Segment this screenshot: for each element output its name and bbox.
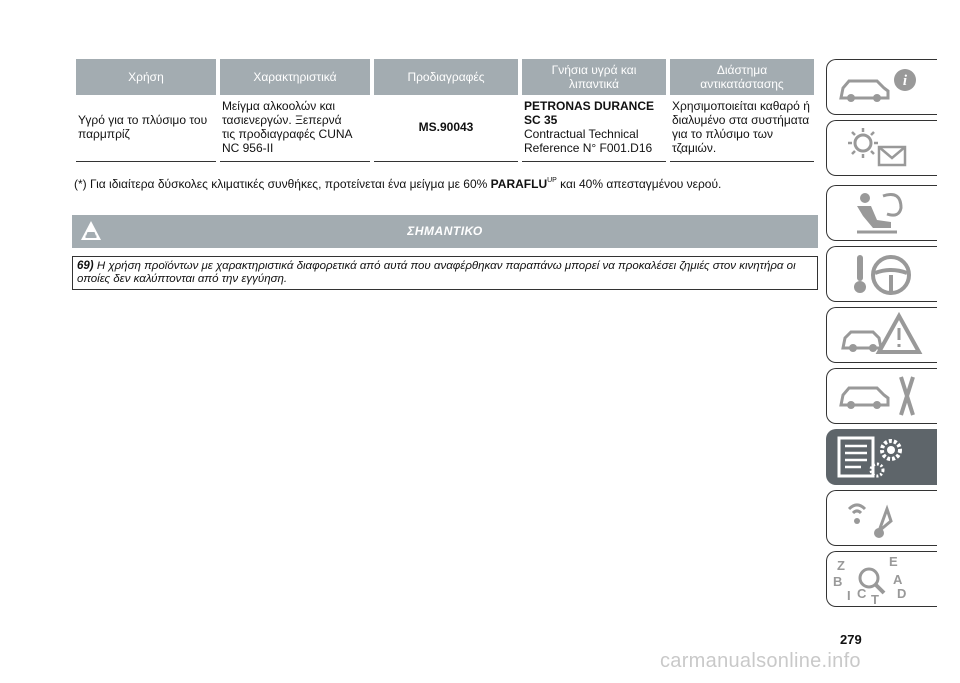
airbag-seat-icon [827,186,937,240]
tab-maintenance[interactable] [826,368,937,424]
tab-multimedia[interactable] [826,490,937,546]
multimedia-icon [827,491,937,545]
index-letter: Z [837,558,845,573]
index-letter: B [833,574,843,589]
tab-safety[interactable] [826,185,937,241]
header-characteristics: Χαρακτηριστικά [220,59,370,95]
important-banner [72,215,818,248]
list-gears-icon [827,430,937,484]
header-genuine-fluids: Γνήσια υγρά και λιπαντικά [522,59,666,95]
tab-emergency[interactable] [826,307,937,363]
key-steering-wheel-icon [827,247,937,301]
tab-technical-specifications[interactable] [826,429,937,485]
cell-characteristics: Μείγμα αλκοολών και τασιενεργών. Ξεπερνά τις προδιαγραφές CUNA NC 956-II [220,95,370,162]
tab-car-info[interactable] [826,59,937,115]
page-number: 279 [840,632,862,647]
header-specifications: Προδιαγραφές [374,59,518,95]
cell-interval: Χρησιμοποιείται καθαρό ή διαλυμένο στα συστήματα για το πλύσιμο των τζαμιών. [670,95,814,162]
important-note: 69) Η χρήση προϊόντων με χαρακτηριστικά διαφορετικά από αυτά που αναφέρθηκαν παραπάνω μπορεί να προκαλέσει ζημιές στον κινητήρα οι οποίες δεν καλύπτονται από την εγγύηση. [72,256,818,290]
header-replacement-interval: Διάστημα αντικατάστασης [670,59,814,95]
warning-lights-message-icon [827,121,937,175]
cell-usage: Υγρό για το πλύσιμο του παρμπρίζ [76,95,216,162]
tab-starting-driving[interactable] [826,246,937,302]
svg-text:i: i [902,73,908,89]
footnote: (*) Για ιδιαίτερα δύσκολες κλιματικές συνθήκες, προτείνεται ένα μείγμα με 60% $PARAFLU^{UP}$ και 40% απεσταγμένου νερού. [74,177,722,191]
car-info-icon [827,60,937,114]
tab-index[interactable] [826,551,937,607]
index-letter: T [871,592,879,606]
cell-specification: MS.90043 [374,95,518,162]
index-letter: A [893,572,903,587]
index-letter: I [847,588,851,603]
index-letter: E [889,554,898,569]
cell-genuine-fluid: PETRONAS DURANCE SC 35 Contractual Technical Reference N° F001.D16 [522,95,666,162]
alphabetical-index-icon [827,552,937,606]
important-title: ΣΗΜΑΝΤΙΚΟ [407,224,483,238]
header-usage: Χρήση [76,59,216,95]
car-breakdown-triangle-icon [827,308,937,362]
tab-warning-lights[interactable] [826,120,937,176]
index-letter: C [857,586,867,601]
index-letter: D [897,586,907,601]
watermark: carmanualsonline.info [660,650,861,672]
fluids-spec-table [72,59,818,162]
car-maintenance-tools-icon [827,369,937,423]
table-header-row [76,59,814,95]
table-row [76,95,814,162]
